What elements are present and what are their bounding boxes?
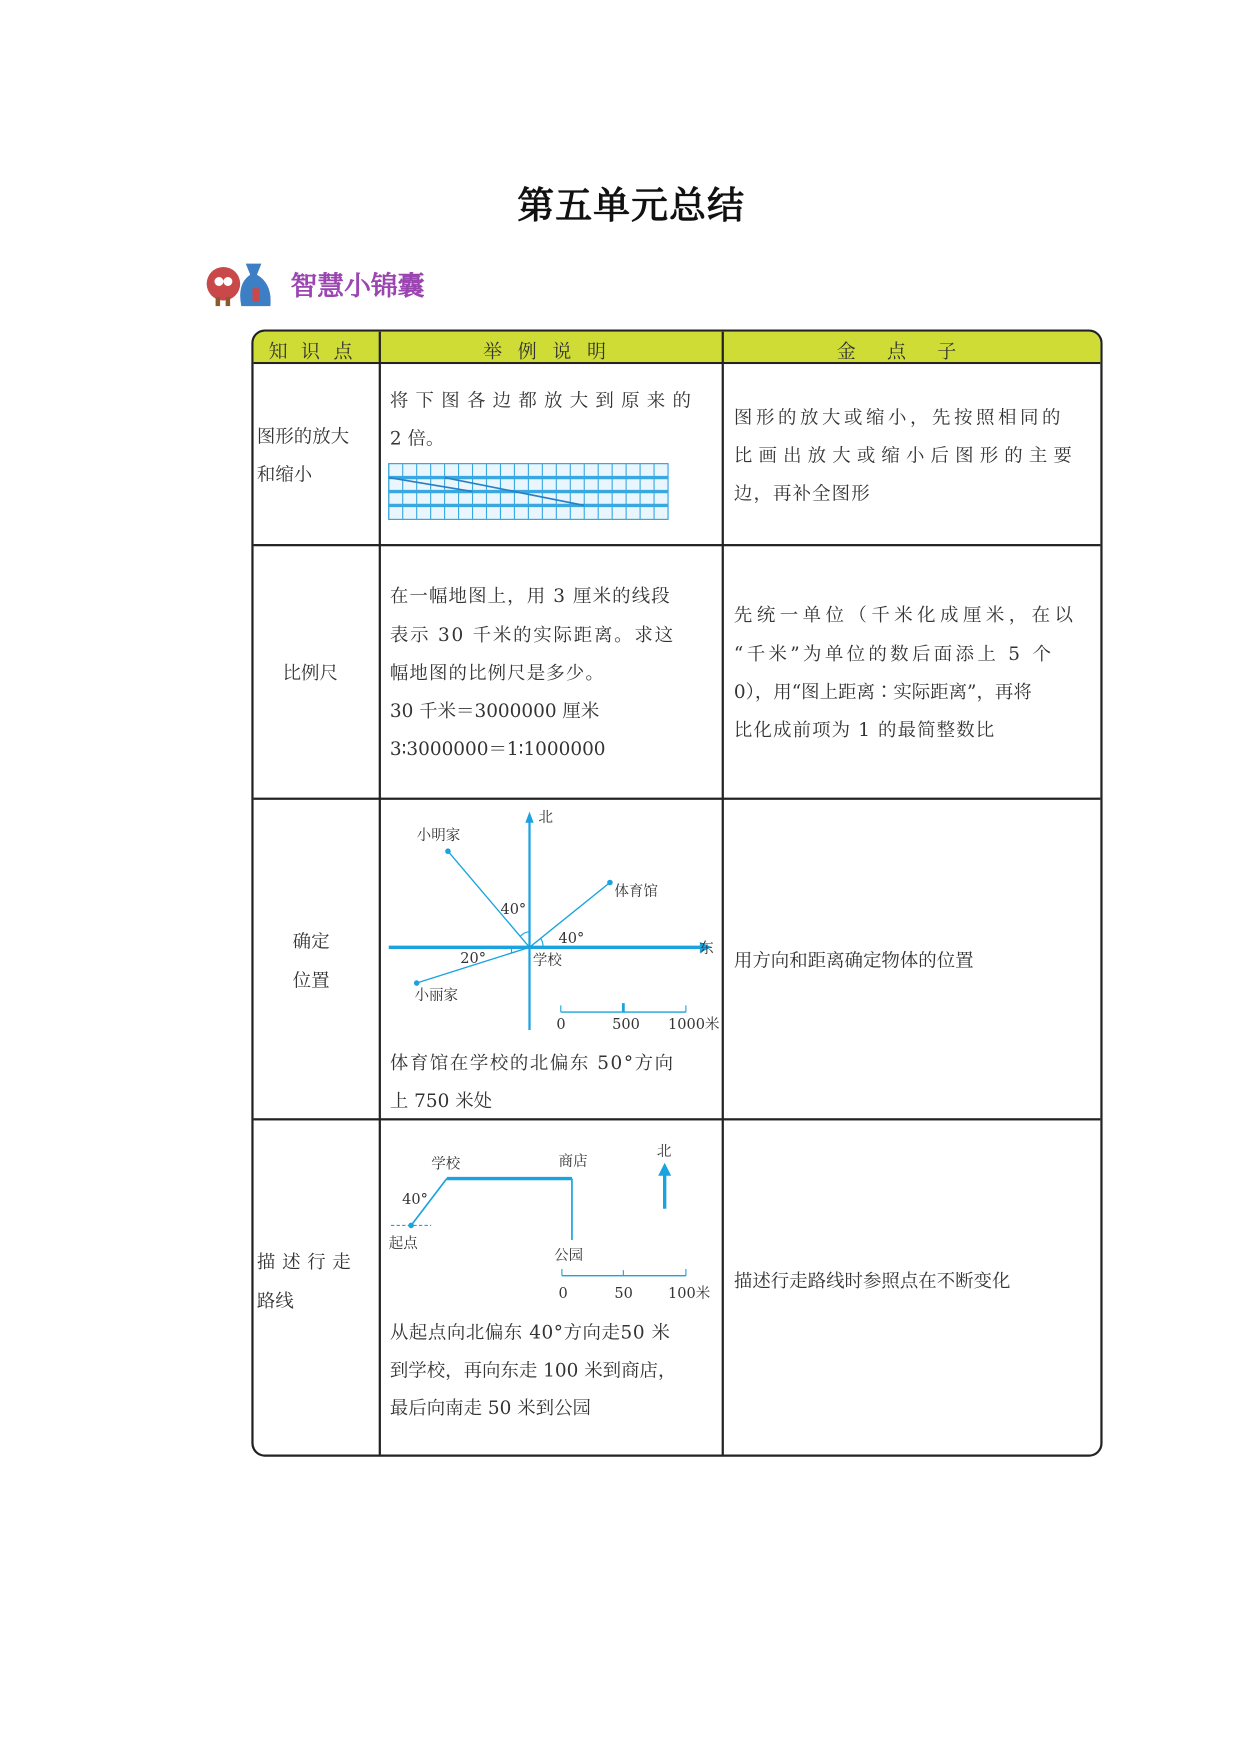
- start-label: 起点: [388, 1235, 418, 1252]
- tip-line: 比画出放大或缩小后图形的主要: [733, 444, 1079, 466]
- mascot-bag-icon: [203, 255, 281, 311]
- tip-line: 描述行走路线时参照点在不断变化: [733, 1270, 1011, 1292]
- tip-line: 先统一单位（千米化成厘米，在以: [733, 604, 1078, 626]
- topic-line: 路线: [256, 1290, 294, 1312]
- header-topic: 知识点: [268, 340, 366, 364]
- xiaoli-label: 小丽家: [414, 987, 459, 1004]
- header-example: 举例说明: [483, 340, 622, 364]
- shop-label: 商店: [558, 1154, 588, 1171]
- example-line: 最后向南走 50 米到公园: [389, 1397, 591, 1419]
- line-xiaoming: [448, 851, 530, 947]
- row-divider: [254, 1118, 1101, 1120]
- topic-line: 和缩小: [256, 463, 313, 485]
- example-line: 将下图各边都放大到原来的: [389, 389, 699, 412]
- example-line: 2 倍。: [389, 427, 445, 450]
- route-diagram: [380, 1139, 726, 1307]
- scale-label: 1000米: [668, 1016, 720, 1033]
- topic-line: 位置: [292, 969, 330, 991]
- park-label: 公园: [554, 1248, 584, 1265]
- east-label: 东: [699, 940, 714, 957]
- example-line: 从起点向北偏东 40°方向走50 米: [389, 1321, 671, 1343]
- section-label: 智慧小锦囊: [290, 270, 425, 302]
- topic-line: 描述行走: [256, 1251, 358, 1273]
- row-divider: [254, 544, 1101, 546]
- origin-label: 学校: [532, 953, 562, 970]
- north-arrow-head: [659, 1164, 670, 1175]
- tip-line: 边，再补全图形: [733, 482, 871, 504]
- angle-label: 20°: [460, 950, 486, 967]
- example-line: 3∶3000000＝1∶1000000: [389, 738, 606, 760]
- angle-label: 40°: [500, 901, 527, 918]
- angle-arc: [521, 932, 530, 936]
- tip-line: 比化成前项为 1 的最简整数比: [733, 719, 996, 741]
- header-tip: 金点子: [836, 340, 988, 364]
- example-line: 到学校，再向东走 100 米到商店，: [389, 1359, 677, 1381]
- topic-line: 图形的放大: [256, 425, 350, 447]
- point-gym: [608, 880, 612, 884]
- north-arrow: [526, 813, 533, 822]
- position-diagram: [380, 800, 726, 1040]
- topic-line: 确定: [292, 930, 330, 952]
- tip-line: “千米”为单位的数后面添上 5 个: [733, 643, 1055, 665]
- angle-label: 40°: [402, 1192, 428, 1209]
- page-title: 第五单元总结: [517, 183, 746, 227]
- topic-line: 比例尺: [282, 662, 338, 684]
- gym-label: 体育馆: [614, 883, 658, 900]
- example-line: 幅地图的比例尺是多少。: [389, 662, 605, 684]
- scale-label: 50: [614, 1286, 633, 1303]
- point-xiaoming: [446, 849, 450, 853]
- scale-label: 0: [558, 1286, 568, 1303]
- tip-line: 图形的放大或缩小，先按照相同的: [733, 406, 1065, 428]
- school-label: 学校: [431, 1156, 461, 1173]
- example-line: 30 千米＝3000000 厘米: [389, 700, 600, 722]
- tip-line: 用方向和距离确定物体的位置: [733, 949, 974, 971]
- example-line: 体育馆在学校的北偏东 50°方向: [389, 1052, 675, 1074]
- point-xiaoli: [414, 981, 418, 985]
- scale-label: 0: [556, 1016, 566, 1033]
- xiaoming-label: 小明家: [416, 828, 461, 845]
- angle-label: 40°: [558, 930, 585, 947]
- example-line: 在一幅地图上，用 3 厘米的线段: [389, 585, 671, 607]
- example-line: 上 750 米处: [389, 1090, 493, 1112]
- grid-figure: [388, 462, 672, 522]
- scale-label: 500: [612, 1016, 640, 1033]
- tip-line: 0），用“图上距离∶实际距离”，再将: [733, 681, 1032, 703]
- example-line: 表示 30 千米的实际距离。求这: [389, 624, 675, 646]
- north-label: 北: [538, 810, 553, 827]
- scale-label: 100米: [668, 1286, 711, 1303]
- north-label: 北: [656, 1144, 672, 1161]
